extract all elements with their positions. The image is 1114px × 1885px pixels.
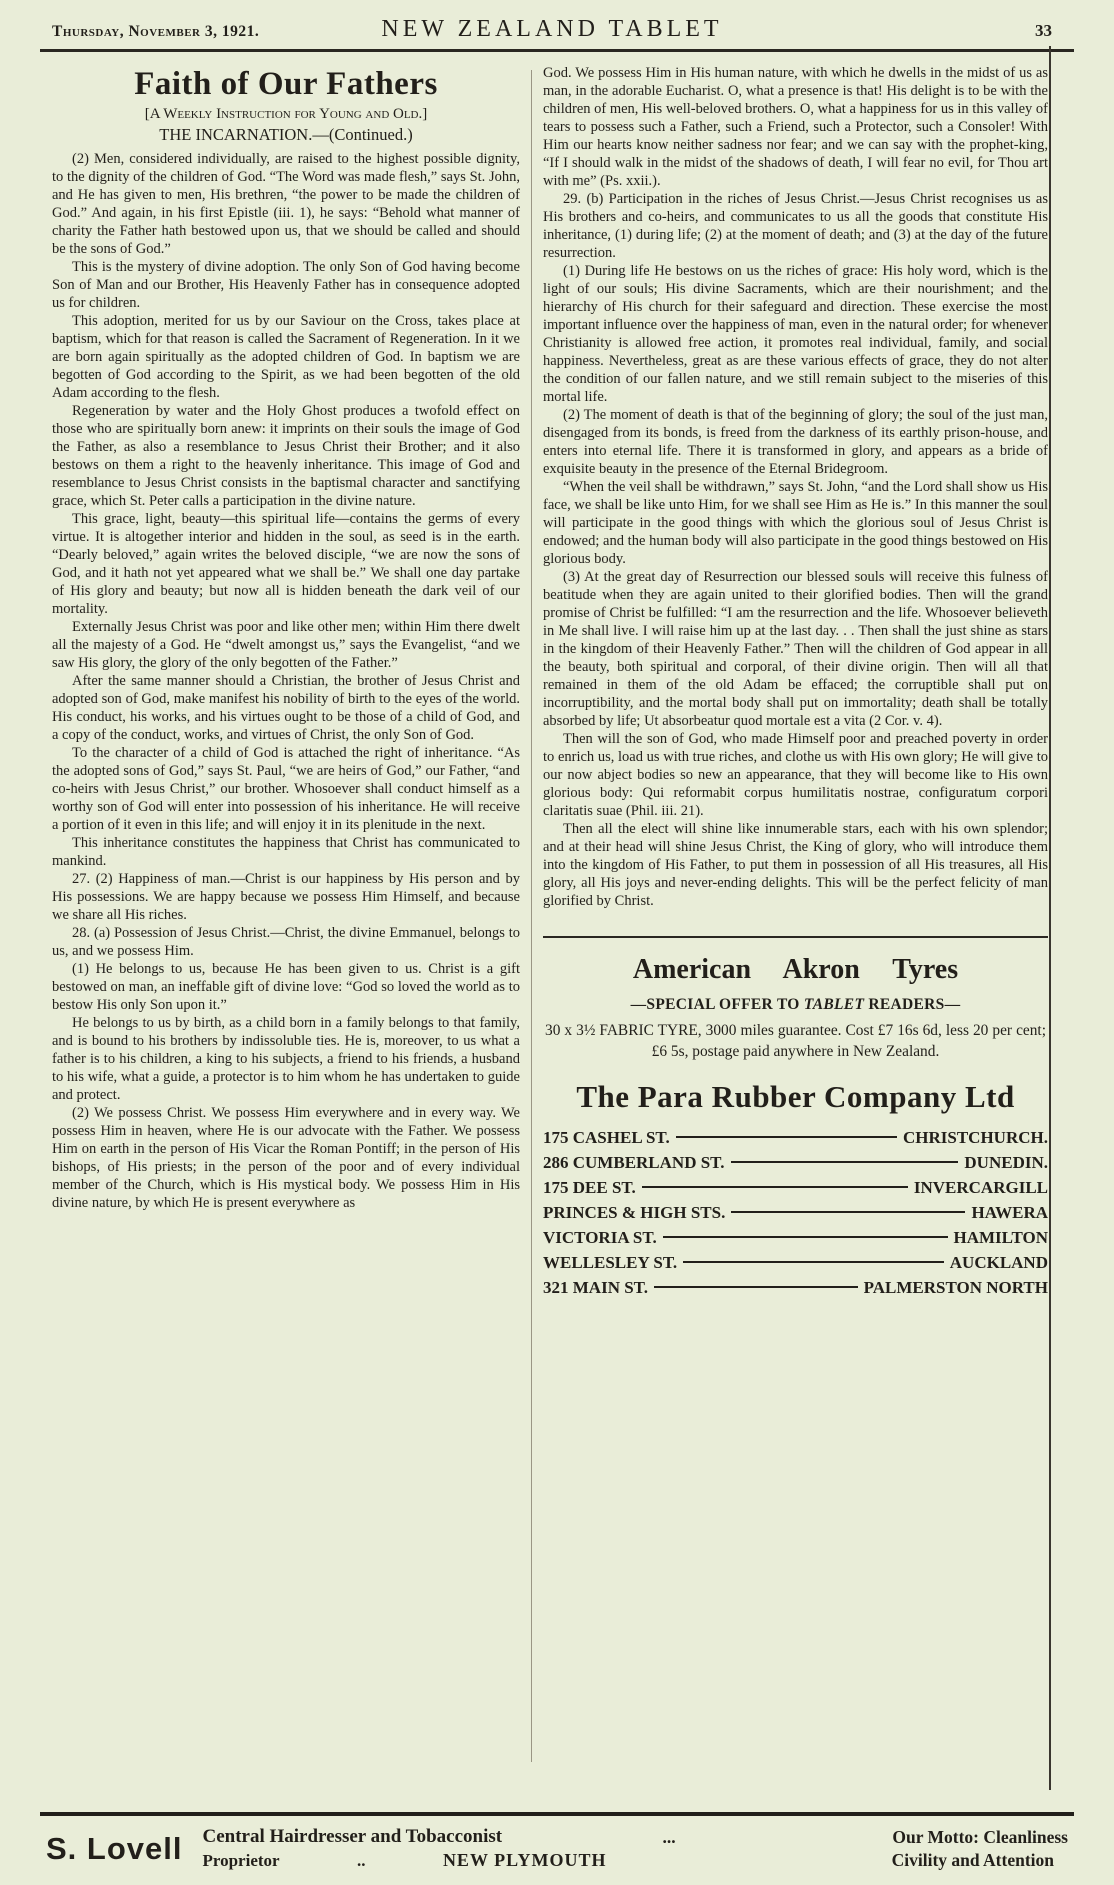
akron-offer-suffix: READERS— xyxy=(864,996,961,1013)
para-rubber-ad xyxy=(543,1079,1048,1300)
location-row xyxy=(543,1175,1048,1200)
article-paragraph: (2) We possess Christ. We possess Him everywhere and in every way. We possess Him in heaven, where He is our advocate with the Father. We possess Him on earth in the person of His Vicar the Roman Pontiff; in the person of His bishops, of His priests; in the person of the poor and of every individual member of the Church, which is His mystical body. We possess Him in His divine nature, by which He is present everywhere as xyxy=(52,1105,520,1211)
akron-ad-body: 30 x 3½ FABRIC TYRE, 3000 miles guarantee. Cost £7 16s 6d, less 20 per cent; £6 5s, postage paid anywhere in New Zealand. xyxy=(545,1022,1046,1060)
article-paragraph: He belongs to us by birth, as a child born in a family belongs to that family, and is bound to his brothers by indissoluble ties. He is, moreover, to us what a father is to his children, a king to his subjects, a friend to his friends, a husband to his wife, what a guide, a protector is to him whom he has undertaken to guide and protect. xyxy=(52,1015,520,1103)
location-city: CHRISTCHURCH. xyxy=(903,1127,1048,1147)
article-paragraph: God. We possess Him in His human nature, with which he dwells in the midst of us as man, in the adorable Eucharist. O, what a presence is that! His delight is to be with the children of men, His well-beloved brothers. O, what a happiness for us in this valley of tears to possess such a Father, such a Friend, such a Protector, such a Consoler! With Him our hearts know neither sadness nor fear; and we can say with the prophet-king, “If I should walk in the midst of the shadows of death, I will fear no evil, for Thou art with me” (Ps. xxii.). xyxy=(543,65,1048,189)
article-paragraph: Externally Jesus Christ was poor and like other men; within Him there dwelt all the majesty of a God. He “dwelt amongst us,” says the Evangelist, “and we saw His glory, the glory of the only begotten of the Father.” xyxy=(52,619,520,671)
page-number: 33 xyxy=(1035,21,1052,40)
article-paragraph: Then will the son of God, who made Himself poor and preached poverty in order to enrich us, load us with true riches, and clothe us with His own glory; He will give to our now abject bodies so new an appearance, that they will become like to His own glorious body: Qui reformabit corpus humilitatis nostrae, configuratum corpori claritatis suae (Phil. iii. 21). xyxy=(543,731,1048,819)
article-title: Faith of Our Fathers xyxy=(134,66,438,102)
location-row xyxy=(543,1150,1048,1175)
article-paragraph: Regeneration by water and the Holy Ghost produces a twofold effect on those who are spiritually born anew: it imprints on their souls the image of God the Father, as also a resemblance to Jesus Christ their Brother; and it also bestows on them a right to the heavenly inheritance. This image of God and resemblance to Jesus Christ consists in the baptismal character and sanctifying grace, which St. Peter calls a participation in the divine nature. xyxy=(52,403,520,509)
article-paragraph: 28. (a) Possession of Jesus Christ.—Christ, the divine Emmanuel, belongs to us, and we possess Him. xyxy=(52,925,520,959)
article-paragraph: This is the mystery of divine adoption. The only Son of God having become Son of Man and our Brother, His Heavenly Father has in consequence adopted us for children. xyxy=(52,259,520,311)
akron-offer-prefix: —SPECIAL OFFER TO xyxy=(630,996,804,1013)
location-street: 175 CASHEL ST. xyxy=(543,1127,670,1147)
article-paragraph: “When the veil shall be withdrawn,” says St. John, “and the Lord shall show us His face, we shall be like unto Him, for we shall see Him as He is.” In this manner the soul will participate in the good things with which the glorious soul of Jesus Christ is endowed; and the human body will also participate in the good things bestowed on His glorious body. xyxy=(543,479,1048,567)
location-row xyxy=(543,1250,1048,1275)
article-paragraph: After the same manner should a Christian, the brother of Jesus Christ and adopted son of God, make manifest his nobility of birth to the eyes of the world. His conduct, his works, and his virtues ought to be those of a child of God, and a copy of the conduct, works, and virtues of Christ, the only Son of God. xyxy=(52,673,520,743)
leader-rule xyxy=(683,1261,944,1263)
location-city: DUNEDIN. xyxy=(964,1152,1048,1172)
page-edge-rule xyxy=(1049,46,1051,1790)
article-paragraph: This adoption, merited for us by our Saviour on the Cross, takes place at baptism, which for that reason is called the Sacrament of Regeneration. In it we are born again spiritually as the adopted children of God. In baptism we are begotten of God according to the Spirit, as we had been begotten of the old Adam according to the flesh. xyxy=(52,313,520,401)
article-paragraph: (2) Men, considered individually, are raised to the highest possible dignity, to the dignity of the children of God. “The Word was made flesh,” says St. John, and He has given to men, His brethren, “the power to be made the children of God.” And again, in his first Epistle (iii. 1), he says: “Behold what manner of charity the Father hath bestowed upon us, that we should be called and should be the sons of God.” xyxy=(52,151,520,257)
footer-proprietor: Proprietor xyxy=(202,1851,280,1870)
left-column xyxy=(52,64,520,1212)
location-street: WELLESLEY ST. xyxy=(543,1252,678,1272)
article-paragraph: (3) At the great day of Resurrection our blessed souls will receive this fulness of beatitude when they are again united to their glorified bodies. Then will the grand promise of Christ be fulfilled: “I am the resurrection and the life. Whosoever believeth in Me shall live. I will raise him up at the last day. . . Then shall the just shine as stars in the kingdom of their Heavenly Father.” Then will the children of God appear in all the beauty, both spiritual and corporal, of their divine origin. Then will all that remained in them of the old Adam be effaced; the corruptible shall put on incorruptibility, and the mortal body shall put on immortality; death shall be totally absorbed by life; Ut absorbeatur quod mortale est a vita (2 Cor. v. 4). xyxy=(543,569,1048,729)
article-paragraph: 29. (b) Participation in the riches of Jesus Christ.—Jesus Christ recognises us as His brothers and co-heirs, and communicates to us all the goods that constitute His inheritance, (1) during life; (2) at the moment of death; and (3) at the day of the future resurrection. xyxy=(543,191,1048,261)
article-paragraph: To the character of a child of God is attached the right of inheritance. “As the adopted sons of God,” says St. Paul, “we are heirs of God,” our Father, “and co-heirs with Jesus Christ,” our brother. Whosoever shall conduct himself as a worthy son of God will enter into possession of his inheritance. He will receive a portion of it even in this life; and will enjoy it in its plenitude in the next. xyxy=(52,745,520,833)
article-subtitle: [A Weekly Instruction for Young and Old.] xyxy=(144,106,428,122)
article-paragraph: (1) During life He bestows on us the riches of grace: His holy word, which is the light of our souls; His divine Sacraments, which are their nourishment; and the hierarchy of His church for their safeguard and direction. These exercise the most important influence over the happiness of man, even in the natural order; for whenever Christianity is allowed free action, it promotes real individual, family, and social happiness. Nevertheless, great as are these various effects of grace, they do not alter the condition of our fallen nature, and we still remain subject to the miseries of this mortal life. xyxy=(543,263,1048,405)
akron-ad-title: American Akron Tyres xyxy=(632,954,959,985)
masthead xyxy=(0,0,1114,47)
article-paragraph: (2) The moment of death is that of the beginning of glory; the soul of the just man, disengaged from its bonds, is freed from the darkness of its earthly prison-house, and enters into eternal life. There it is transformed in glory, and appears as a bride of exquisite beauty in the presence of the Eternal Bridegroom. xyxy=(543,407,1048,477)
location-city: HAWERA xyxy=(971,1202,1048,1222)
location-street: 286 CUMBERLAND ST. xyxy=(543,1152,725,1172)
location-street: 321 MAIN ST. xyxy=(543,1277,648,1297)
leader-rule xyxy=(642,1186,908,1188)
column-divider xyxy=(531,70,532,1762)
article-paragraph: 27. (2) Happiness of man.—Christ is our happiness by His person and by His possessions. We are happy because we possess Him Himself, and because we share all His riches. xyxy=(52,871,520,923)
location-row xyxy=(543,1225,1048,1250)
location-row xyxy=(543,1125,1048,1150)
paper-title: NEW ZEALAND TABLET xyxy=(381,16,723,42)
footer-motto-line2: Civility and Attention xyxy=(891,1849,1054,1870)
location-city: PALMERSTON NORTH xyxy=(863,1277,1048,1297)
akron-offer-tablet: TABLET xyxy=(803,996,865,1013)
footer-dots-top: ... xyxy=(662,1826,676,1847)
akron-offer-line xyxy=(543,996,1048,1014)
issue-date: Thursday, November 3, 1921. xyxy=(52,23,260,40)
leader-rule xyxy=(731,1161,959,1163)
footer-motto-row1 xyxy=(662,1827,1068,1848)
article-paragraph: This inheritance constitutes the happiness that Christ has communicated to mankind. xyxy=(52,835,520,869)
footer-motto-line1: Our Motto: Cleanliness xyxy=(892,1826,1068,1847)
location-city: HAMILTON xyxy=(953,1227,1048,1247)
location-street: 175 DEE ST. xyxy=(543,1177,636,1197)
page-content xyxy=(0,52,1114,1802)
para-rubber-title: The Para Rubber Company Ltd xyxy=(576,1078,1015,1114)
leader-rule xyxy=(676,1136,897,1138)
footer-middle-block xyxy=(202,1826,642,1871)
location-street: VICTORIA ST. xyxy=(543,1227,657,1247)
footer-dots-bottom: .. xyxy=(357,1851,366,1870)
section-heading: THE INCARNATION.—(Continued.) xyxy=(159,125,413,144)
akron-tyres-ad xyxy=(543,936,1048,1063)
footer-business-name: S. Lovell xyxy=(46,1830,183,1866)
article-paragraph: Then all the elect will shine like innumerable stars, each with his own splendor; and at their head will shine Jesus Christ, the King of glory, who will introduce them into the kingdom of His Father, to put them in possession of all His treasures, all His glory, all His joys and never-ending delights. This will be the perfect felicity of man glorified by Christ. xyxy=(543,821,1048,909)
location-city: AUCKLAND xyxy=(949,1252,1048,1272)
location-row xyxy=(543,1200,1048,1225)
right-column xyxy=(543,64,1048,1300)
footer-middle-row2 xyxy=(202,1850,642,1871)
location-row xyxy=(543,1275,1048,1300)
article-paragraph: This grace, light, beauty—this spiritual life—contains the germs of every virtue. It is altogether interior and hidden in the soul, as seed is in the earth. “Dearly beloved,” again writes the beloved disciple, “we are now the sons of God, and it hath not yet appeared what we shall be.” We shall one day partake of His glory and beauty; but now all is hidden beneath the dark veil of our mortality. xyxy=(52,511,520,617)
footer-city: NEW PLYMOUTH xyxy=(442,1850,607,1870)
footer-business-line: Central Hairdresser and Tobacconist xyxy=(202,1826,503,1847)
leader-rule xyxy=(731,1211,965,1213)
leader-rule xyxy=(654,1286,858,1288)
location-city: INVERCARGILL xyxy=(913,1177,1048,1197)
leader-rule xyxy=(663,1236,948,1238)
article-paragraph: (1) He belongs to us, because He has been given to us. Christ is a gift bestowed on man, an ineffable gift of divine love: “God so loved the world as to bestow His only Son upon it.” xyxy=(52,961,520,1013)
location-street: PRINCES & HIGH STS. xyxy=(543,1202,726,1222)
footer-ad xyxy=(40,1812,1074,1885)
footer-right-block xyxy=(662,1827,1068,1871)
